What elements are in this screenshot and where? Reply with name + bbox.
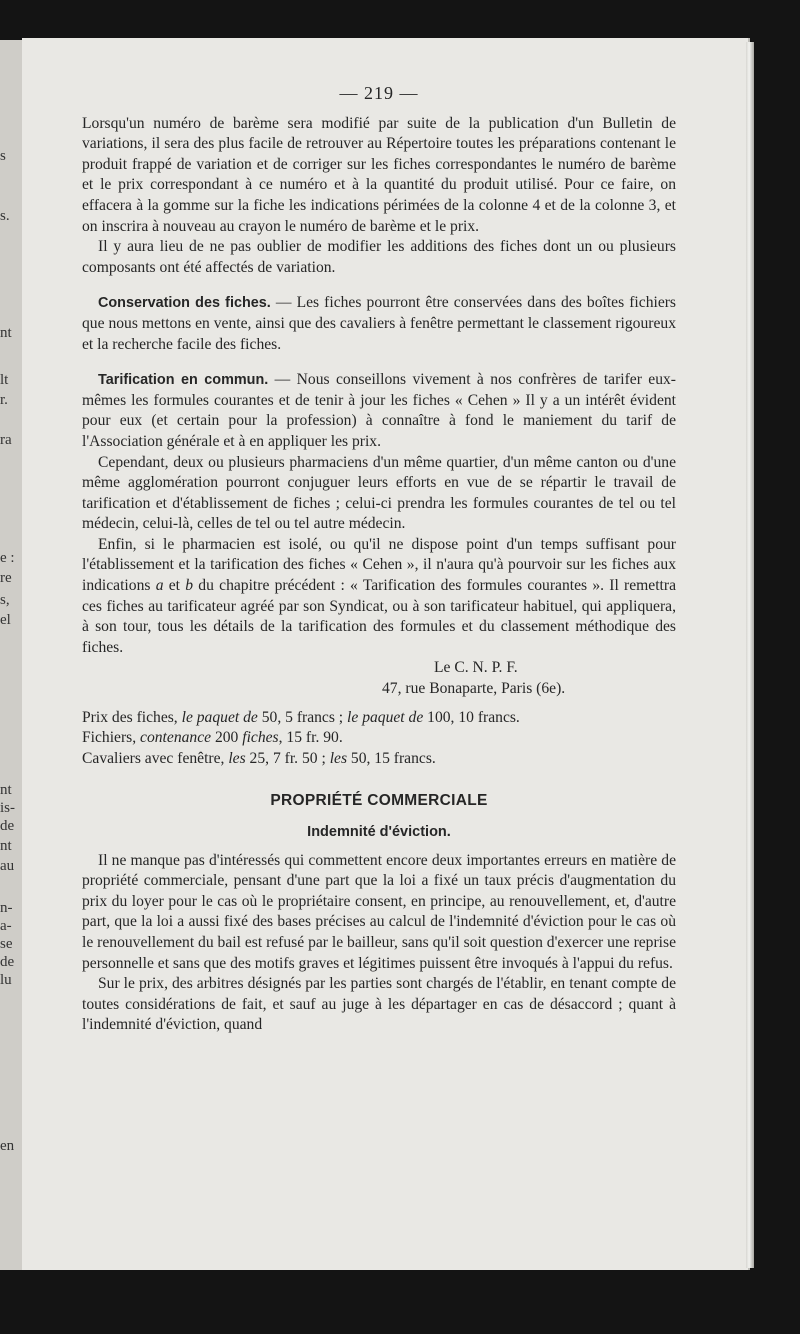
heading-tarification: Tarification en commun. — [98, 372, 269, 389]
paragraph-conservation — [82, 293, 676, 355]
italic-a: a — [155, 577, 164, 595]
margin-fragment: el — [0, 612, 11, 628]
margin-fragment: en — [0, 1138, 15, 1154]
margin-fragment: de — [0, 954, 15, 970]
paragraph-erreurs: Il ne manque pas d'intéressés qui commettent encore deux importantes erreurs en matière de propriété commerciale, pensant d'une part que la loi a fixé un taux précis d'augmentation du prix du loyer pour le cas où le propriétaire consent, en principe, au renouvellement, et, d'autre part, que la loi a aussi fixé des bases précises au calcul de l'indemnité d'éviction pour le cas où le renouvellement du bail est refusé par le bailleur, sans qu'il soit question d'exercer une reprise personnelle et sans que des motifs graves et légitimes puissent être invoqués à l'appui du refus. — [82, 851, 676, 972]
margin-fragment: nt — [0, 325, 12, 341]
price-text: 50, 15 francs. — [347, 749, 436, 767]
price-text: 100, 10 francs. — [423, 708, 520, 726]
margin-fragment: s — [0, 148, 6, 164]
page-content — [82, 83, 676, 1036]
margin-fragment: e : — [0, 550, 15, 566]
heading-conservation: Conservation des fiches. — [98, 295, 271, 312]
margin-fragment: nt — [0, 782, 12, 798]
page-number: — 219 — — [339, 83, 419, 103]
text-enfin-a: Enfin, si le pharmacien est isolé, ou qu'il ne dispose point d'un temps suffisant pour l'établissement et la tarification des fiches « Cehen », il n'aura qu'à pourvoir sur les fiches aux indications — [82, 535, 676, 595]
price-text: , 15 fr. 90. — [278, 729, 343, 747]
margin-fragment: s, — [0, 592, 10, 608]
price-italic: fiches — [242, 729, 279, 747]
price-text: Prix des fiches, — [82, 708, 182, 726]
price-text: 200 — [211, 729, 243, 747]
margin-fragment: lu — [0, 972, 12, 988]
price-text: 25, 7 fr. 50 ; — [245, 749, 330, 767]
price-line-fichiers — [82, 728, 676, 749]
margin-fragment: lt — [0, 372, 9, 388]
margin-fragment: s. — [0, 208, 10, 224]
price-italic: contenance — [140, 729, 212, 747]
margin-fragment: a- — [0, 918, 12, 934]
margin-fragment: nt — [0, 838, 12, 854]
paragraph-additions: Il y aura lieu de ne pas oublier de modifier les additions des fiches dont un ou plusieurs composants ont été affectés de variation. — [82, 238, 676, 276]
paragraph-tarification — [82, 370, 676, 452]
margin-fragment: se — [0, 936, 13, 952]
price-line-cavaliers — [82, 749, 676, 770]
paragraph-enfin — [82, 535, 676, 659]
margin-fragment: is- — [0, 800, 15, 816]
paragraph-cependant: Cependant, deux ou plusieurs pharmaciens d'un même quartier, d'un même canton ou d'une même agglomération pourront conjuguer leurs efforts en vue de se répartir le travail de tarification et d'établissement de fiches ; celui-ci prendra les formules courantes de tel ou tel médecin, celui-là, celles de tel ou tel autre médecin. — [82, 453, 676, 533]
text-enfin-b: et — [163, 577, 186, 595]
price-text: 50, 5 francs ; — [257, 708, 348, 726]
price-list — [82, 708, 676, 770]
margin-fragment: n- — [0, 900, 13, 916]
margin-fragment: ra — [0, 432, 12, 448]
book-page — [22, 38, 748, 1270]
margin-fragment: de — [0, 818, 15, 834]
price-text: Fichiers, — [82, 729, 141, 747]
price-line-fiches — [82, 708, 676, 729]
text-tarification: — Nous conseillons vivement à nos confrères de tarifer eux-mêmes les formules courantes et de tenir à jour les fiches « Cehen » Il y a un intérêt évident pour eux (et certain pour la profession) à connaître à fond le maniement du tarif de l'Association générale et à en appliquer les prix. — [82, 371, 677, 450]
paragraph-barème: Lorsqu'un numéro de barème sera modifié par suite de la publication d'un Bulletin de variations, il sera des plus facile de retrouver au Répertoire toutes les préparations contenant le produit frappé de variation et de corriger sur les fiches correspondantes le numéro de barème et le prix correspondant à ce numéro et à la quantité du produit utilisé. Pour ce faire, on effacera à la gomme sur la fiche les indications périmées de la colonne 4 et de la colonne 3, et on inscrira à nouveau au crayon le numéro de barème et le prix. — [82, 114, 676, 235]
paragraph-prix: Sur le prix, des arbitres désignés par les parties sont chargés de l'établir, en tenant compte de toutes considérations de fait, et sauf au juge à les départager en cas de désaccord ; quant à l'indemnité d'éviction, quand — [82, 975, 676, 1034]
margin-fragment: au — [0, 858, 15, 874]
signature-address: 47, rue Bonaparte, Paris (6e). — [382, 680, 566, 698]
price-italic: le paquet de — [347, 708, 424, 726]
price-italic: le paquet de — [181, 708, 258, 726]
text-conservation: — Les fiches pourront être conservées dans des boîtes fichiers que nous mettons en vente, ainsi que des cavaliers à fenêtre permettant le classement rigoureux et la recherche facile des fiches. — [82, 294, 677, 353]
section-title: PROPRIÉTÉ COMMERCIALE — [270, 792, 488, 810]
price-italic: les — [329, 749, 348, 767]
text-enfin-c: du chapitre précédent : « Tarification des formules courantes ». Il remettra ces fiches au tarificateur agréé par son Syndicat, ou à son tarificateur habituel, qui appliquera, à son tour, tous les détails de la tarification des formules et du classement méthodique des fiches. — [82, 577, 676, 656]
price-text: Cavaliers avec fenêtre, — [82, 749, 229, 767]
section-subtitle: Indemnité d'éviction. — [307, 824, 451, 840]
margin-fragment: r. — [0, 392, 8, 408]
price-italic: les — [228, 749, 246, 767]
italic-b: b — [185, 577, 194, 595]
page-edge — [746, 42, 754, 1268]
margin-fragment: re — [0, 570, 12, 586]
signature-name: Le C. N. P. F. — [434, 659, 518, 677]
